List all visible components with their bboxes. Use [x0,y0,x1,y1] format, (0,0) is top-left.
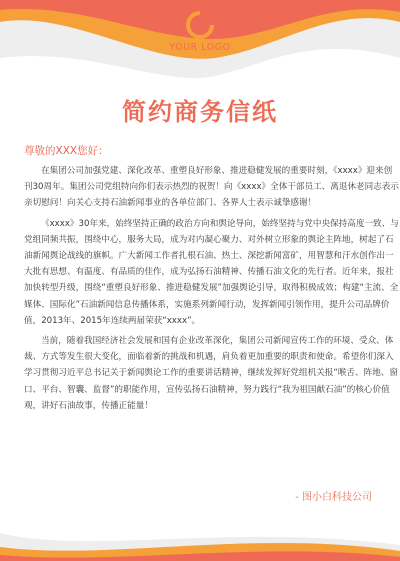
letter-greeting: 尊敬的XXX您好： [24,145,109,157]
letter-signoff: - 图小白科技公司 [295,492,372,503]
letter-paragraph: 当前，随着我国经济社会发展和国有企业改革深化，集团公司新闻宣传工作的环境、受众、体裁、方式等发生很大变化，面临着新的挑战和机遇，肩负着更加重要的职责和使命。希望你们深入学习贯彻习近平总书记关于新闻舆论工作的重要讲话精神，继续发挥好党组机关报“喉舌、阵地、窗口、平台、智囊、监督”的职能作用，宣传弘扬石油精神，努力践行“我为祖国献石油”的核心价值观，讲好石油故事，传播正能量！ [24,336,398,411]
letter-body [24,163,400,483]
bottom-wave-decoration [0,515,400,561]
letter-paragraph: 《xxxx》30年来，始终坚持正确的政治方向和舆论导向，始终坚持与党中央保持高度一致、与党组同频共振，围绕中心，服务大局，成为对内凝心聚力、对外树立形象的舆论主阵地，树起了石油新闻舆论战线的旗帜。广大新闻工作者扎根石油、热土、深挖新闻富矿，用智慧和汗水创作出一大批有思想、有温度、有品质的佳作，成为弘扬石油精神、传播石油文化的先行者。近年来，报社加快转型升级，围绕“重塑良好形象、推进稳健发展”加强舆论引导，取得积极成效；构建“主流、全媒体、国际化”石油新闻信息传播体系，实施系列新闻行动，发挥新闻引领作用，提升公司品牌价值，2013年、2015年连续两届荣获“xxxx”。 [24,218,399,326]
company-logo [0,10,400,53]
page-title: 简约商务信纸 [122,98,278,126]
logo-text: YOUR LOGO [169,42,231,53]
logo-ring-icon [185,10,215,40]
letter-paragraph: 在集团公司加强党建、深化改革、重塑良好形象、推进稳健发展的重要时刻，《xxxx》迎来创刊30周年。集团公司党组特向你们表示热烈的祝贺！向《xxxx》全体干部员工、离退休老同志表示亲切慰问！向关心支持石油新闻事业的各单位部门、各界人士表示诚挚感谢！ [24,166,400,209]
